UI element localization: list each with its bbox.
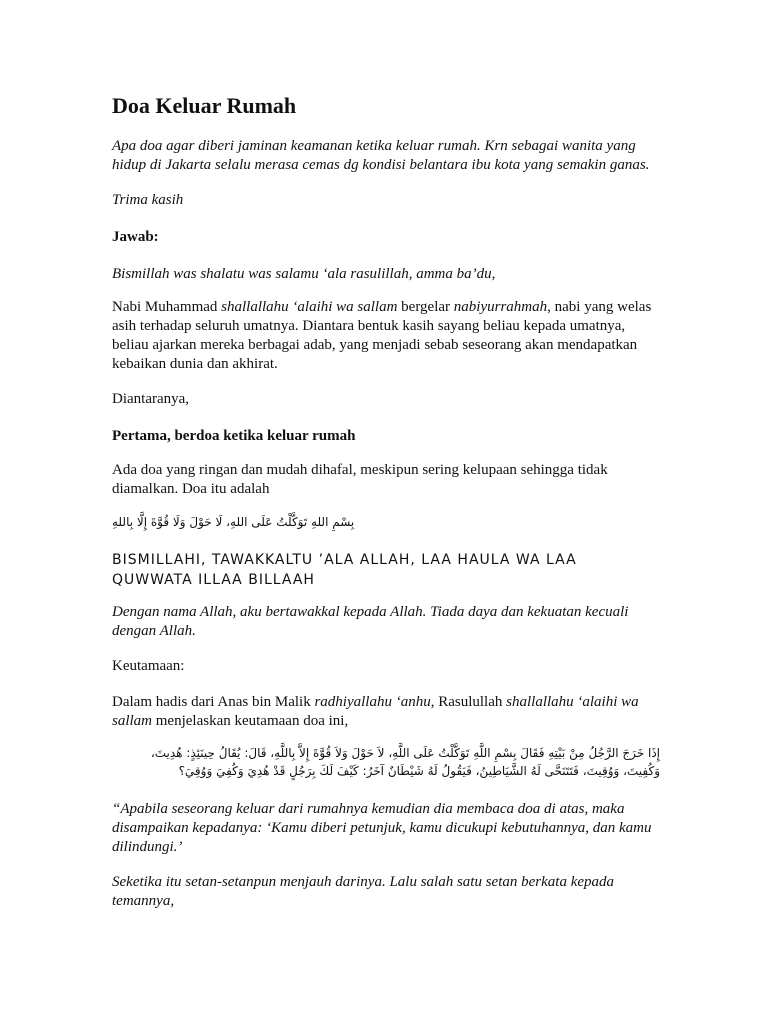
para1-text-5: , nabi yang welas asih terhadap seluruh umatnya. Diantara bentuk kasih sayang beliau kepada umatnya, beliau ajarkan mereka berbagai adab, yang menjadi sebab seseorang akan mendapatkan kebaikan dunia dan akhirat. xyxy=(112,299,652,372)
dua-meaning: Dengan nama Allah, aku bertawakkal kepada Allah. Tiada daya dan kekuatan kecuali dengan Allah. xyxy=(112,604,629,639)
para3-honorific-anas: radhiyallahu ‘anhu xyxy=(314,694,431,710)
para3-text-3: , Rasulullah xyxy=(430,694,507,710)
paragraph-nabi-muhammad xyxy=(112,298,660,374)
paragraph-doa-intro: Ada doa yang ringan dan mudah dihafal, meskipun sering kelupaan sehingga tidak diamalkan. Doa itu adalah xyxy=(112,462,608,497)
paragraph-setan: Seketika itu setan-setanpun menjauh darinya. Lalu salah satu setan berkata kepada temannya, xyxy=(112,874,615,909)
dua-transliteration: BISMILLAHI, TAWAKKALTU ’ALA ALLAH, LAA HAULA WA LAA QUWWATA ILLAA BILLAAH xyxy=(112,552,577,588)
question-paragraph: Apa doa agar diberi jaminan keamanan ketika keluar rumah. Krn sebagai wanita yang hidup di Jakarta selalu merasa cemas dg kondisi belantara ibu kota yang semakin ganas. xyxy=(112,138,650,173)
paragraph-hadith-intro xyxy=(112,693,660,731)
para3-honorific-prophet: shallallahu ‘alaihi wa sallam xyxy=(112,694,639,729)
para1-text-1: Nabi Muhammad xyxy=(112,299,222,315)
page-title: Doa Keluar Rumah xyxy=(112,93,297,118)
para1-title: nabiyurrahmah xyxy=(453,299,548,315)
section-heading-first: Pertama, berdoa ketika keluar rumah xyxy=(112,428,356,444)
thanks-text: Trima kasih xyxy=(112,192,184,208)
hadith-arabic: إِذَا خَرَجَ الرَّجُلُ مِنْ بَيْتِهِ فَقَالَ بِسْمِ اللَّهِ تَوَكَّلْتُ عَلَى اللَّهِ، لاَ حَوْلَ وَلاَ قُوَّةَ إِلاَّ بِاللَّهِ، قَالَ: يُقَالُ حِينَئِذٍ: هُدِيتَ، وَكُفِيتَ، وَوُقِيتَ، فَتَتَنَحَّى لَهُ الشَّيَاطِينُ، فَيَقُولُ لَهُ شَيْطَانٌ آخَرُ: كَيْفَ لَكَ بِرَجُلٍ قَدْ هُدِيَ وَكُفِيَ وَوُقِيَ؟ xyxy=(150,746,660,778)
opening-greeting: Bismillah was shalatu was salamu ‘ala rasulillah, amma ba’du, xyxy=(112,266,496,282)
para3-text-5: menjelaskan keutamaan doa ini, xyxy=(152,713,349,729)
virtue-heading: Keutamaan: xyxy=(112,658,185,674)
para1-text-3: bergelar xyxy=(397,299,454,315)
among-text: Diantaranya, xyxy=(112,391,190,407)
answer-heading: Jawab: xyxy=(112,229,159,245)
dua-arabic: بِسْمِ اللهِ تَوَكَّلْتُ عَلَى اللهِ، لَا حَوْلَ وَلَا قُوَّةَ إِلَّا بِاللهِ xyxy=(112,515,355,529)
hadith-meaning: “Apabila seseorang keluar dari rumahnya kemudian dia membaca doa di atas, maka disampaikan kepadanya: ‘Kamu diberi petunjuk, kamu dicukupi kebutuhannya, dan kamu dilindungi.’ xyxy=(112,801,652,855)
para1-honorific: shallallahu ‘alaihi wa sallam xyxy=(221,299,398,315)
para3-text-1: Dalam hadis dari Anas bin Malik xyxy=(112,694,315,710)
